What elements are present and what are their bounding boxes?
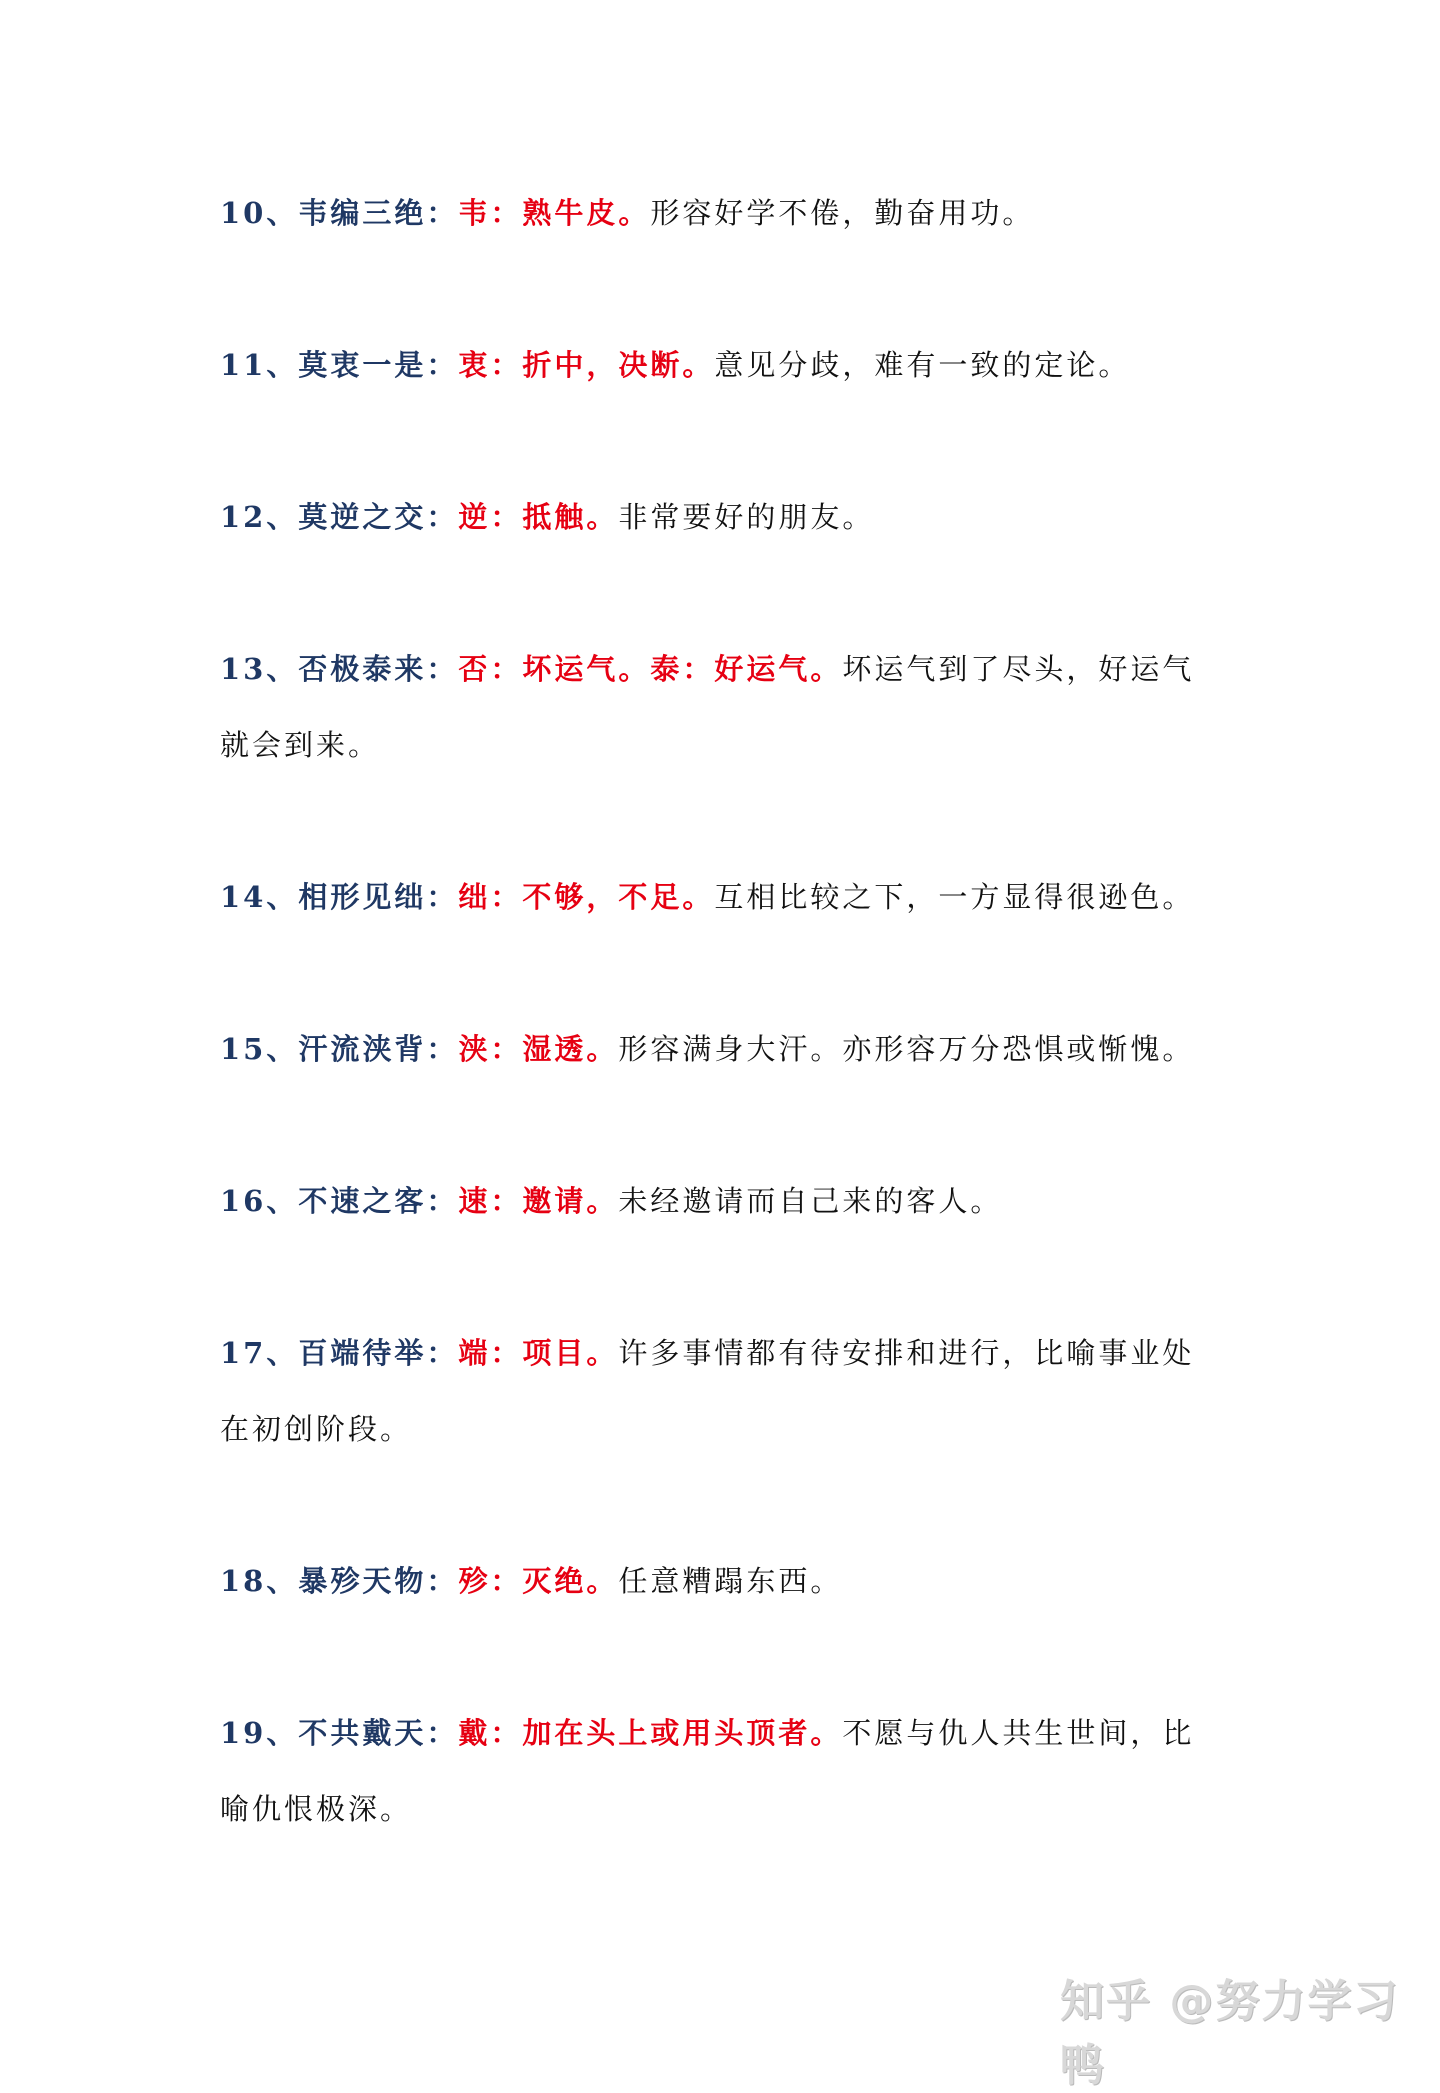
idiom-term: 10、韦编三绝：	[220, 196, 459, 230]
word-gloss: 速：邀请。	[458, 1184, 619, 1218]
idiom-meaning-continued: 就会到来。	[220, 728, 381, 762]
idiom-meaning: 形容好学不倦，勤奋用功。	[650, 196, 1035, 230]
idiom-meaning: 许多事情都有待安排和进行，比喻事业处	[618, 1336, 1195, 1370]
idiom-meaning: 非常要好的朋友。	[618, 500, 875, 534]
word-gloss: 戴：加在头上或用头顶者。	[458, 1716, 843, 1750]
idiom-meaning-continued: 喻仇恨极深。	[220, 1792, 413, 1826]
word-gloss: 衷：折中，决断。	[458, 348, 715, 382]
idiom-term: 18、暴殄天物：	[220, 1564, 459, 1598]
idiom-meaning-continued: 在初创阶段。	[220, 1412, 413, 1446]
word-gloss: 端：项目。	[458, 1336, 619, 1370]
idiom-term: 13、否极泰来：	[220, 652, 459, 686]
idiom-meaning: 意见分歧，难有一致的定论。	[714, 348, 1131, 382]
idiom-list	[220, 175, 1260, 1923]
idiom-entry	[220, 327, 1260, 403]
idiom-term: 15、汗流浃背：	[220, 1032, 459, 1066]
idiom-entry	[220, 1695, 1260, 1847]
word-gloss: 浃：湿透。	[458, 1032, 619, 1066]
entry-line	[220, 1315, 1260, 1391]
entry-line	[220, 1695, 1260, 1771]
idiom-entry	[220, 631, 1260, 783]
idiom-term: 17、百端待举：	[220, 1336, 459, 1370]
idiom-term: 16、不速之客：	[220, 1184, 459, 1218]
idiom-entry	[220, 1543, 1260, 1619]
idiom-entry	[220, 859, 1260, 935]
word-gloss: 否：坏运气。泰：好运气。	[458, 652, 843, 686]
idiom-meaning: 互相比较之下，一方显得很逊色。	[714, 880, 1195, 914]
entry-line	[220, 479, 1260, 555]
idiom-meaning: 任意糟蹋东西。	[618, 1564, 843, 1598]
idiom-entry	[220, 1315, 1260, 1467]
entry-line	[220, 175, 1260, 251]
entry-line	[220, 1011, 1260, 1087]
word-gloss: 逆：抵触。	[458, 500, 619, 534]
idiom-entry	[220, 1163, 1260, 1239]
idiom-entry	[220, 1011, 1260, 1087]
watermark: 知乎 @努力学习鸭	[1060, 1976, 1400, 2091]
idiom-meaning: 坏运气到了尽头，好运气	[842, 652, 1195, 686]
word-gloss: 殄：灭绝。	[458, 1564, 619, 1598]
idiom-term: 11、莫衷一是：	[220, 348, 459, 382]
idiom-term: 12、莫逆之交：	[220, 500, 459, 534]
entry-line	[220, 1163, 1260, 1239]
idiom-entry	[220, 479, 1260, 555]
idiom-term: 19、不共戴天：	[220, 1716, 459, 1750]
entry-line	[220, 327, 1260, 403]
entry-line	[220, 1543, 1260, 1619]
idiom-term: 14、相形见绌：	[220, 880, 459, 914]
idiom-meaning: 未经邀请而自己来的客人。	[618, 1184, 1003, 1218]
entry-line	[220, 631, 1260, 707]
idiom-entry	[220, 175, 1260, 251]
word-gloss: 韦：熟牛皮。	[458, 196, 651, 230]
idiom-meaning: 形容满身大汗。亦形容万分恐惧或惭愧。	[618, 1032, 1195, 1066]
idiom-meaning: 不愿与仇人共生世间，比	[842, 1716, 1195, 1750]
entry-line	[220, 859, 1260, 935]
word-gloss: 绌：不够，不足。	[458, 880, 715, 914]
